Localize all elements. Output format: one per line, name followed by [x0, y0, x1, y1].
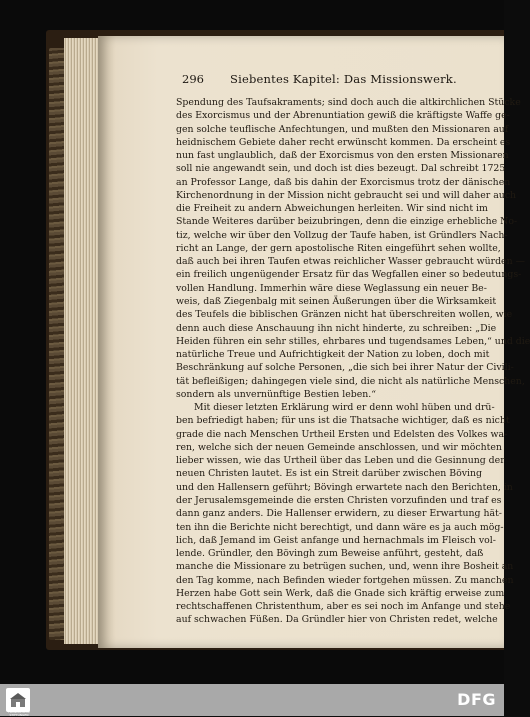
- text-line: daß auch bei ihren Taufen etwas reichlicher Wasser gebraucht würden —: [176, 256, 525, 268]
- text-line: Mit dieser letzten Erklärung wird er denn wohl hüben und drü-: [194, 402, 495, 414]
- text-line: Beschränkung auf solche Personen, „die sich bei ihrer Natur der Civili-: [176, 362, 514, 374]
- dfg-logo: DFG: [457, 690, 496, 709]
- text-line: neuen Christen lautet. Es ist ein Streit darüber zwischen Böving: [176, 468, 483, 480]
- text-line: Kirchenordnung in der Mission nicht gebraucht sei und will daher auch: [176, 189, 517, 201]
- library-logo-icon: [6, 688, 30, 712]
- text-line: lende. Gründler, den Bövingh zum Beweise anführt, gesteht, daß: [176, 548, 484, 560]
- text-line: dann ganz anders. Die Hallenser erwidern, zu dieser Erwartung hät-: [176, 508, 502, 520]
- footer-bar: [0, 684, 504, 716]
- text-line: soll nie angewandt sein, und doch ist dies bezeugt. Dal schreibt 1725: [176, 163, 506, 175]
- page-number: 296: [182, 72, 204, 86]
- text-line: ren, welche sich der neuen Gemeinde anschlossen, und wir möchten: [176, 441, 502, 453]
- text-line: gen solche teuflische Anfechtungen, und mußten den Missionaren auf: [176, 123, 509, 135]
- text-line: sondern als unvernünftige Bestien leben.“: [176, 388, 377, 400]
- text-line: ein freilich ungenügender Ersatz für das Wegfallen einer so bedeutungs-: [176, 269, 522, 281]
- text-line: Herzen habe Gott sein Werk, daß die Gnade sich kräftig erweise zum: [176, 587, 505, 599]
- text-line: rechtschaffenen Christenthum, aber es sei noch im Anfange und stehe: [176, 601, 511, 613]
- text-line: tiz, welche wir über den Vollzug der Taufe haben, ist Gründlers Nach-: [176, 229, 508, 241]
- text-line: grade die nach Menschen Urtheil Ersten und Edelsten des Volkes wa-: [176, 428, 508, 440]
- text-line: lieber wissen, wie das Urtheil über das Leben und die Gesinnung der: [176, 455, 505, 467]
- text-line: denn auch diese Anschauung ihn nicht hinderte, zu schreiben: „Die: [176, 322, 497, 334]
- text-line: die Freiheit zu andern Abweichungen herleiten. Wir sind nicht im: [176, 203, 488, 215]
- text-line: lich, daß Jemand im Geist anfange und hernachmals im Fleisch vol-: [176, 534, 496, 546]
- text-line: Stande Weiteres darüber beizubringen, denn die einzige erhebliche No-: [176, 216, 518, 228]
- text-line: manche die Missionare zu betrügen suchen, und, wenn ihre Bosheit an: [176, 561, 514, 573]
- text-line: richt an Lange, der gern apostolische Riten eingeführt sehen wollte,: [176, 242, 501, 254]
- text-line: nun fast unglaublich, daß der Exorcismus von den ersten Missionaren: [176, 150, 509, 162]
- library-mark: FRANCKESCHE STIFTUNGEN: [7, 710, 31, 717]
- text-line: Spendung des Taufsakraments; sind doch auch die altkirchlichen Stücke: [176, 97, 521, 108]
- text-line: ben befriedigt haben; für uns ist die Thatsache wichtiger, daß es nicht: [176, 415, 510, 427]
- text-line: weis, daß Ziegenbalg mit seinen Äußerungen über die Wirksamkeit: [176, 295, 497, 307]
- page-header: [182, 72, 482, 88]
- text-line: heidnischem Gebiete daher recht erwünscht kommen. Da erscheint es: [176, 136, 511, 148]
- text-line: und den Hallensern geführt; Bövingh erwartete nach den Berichten, in: [176, 481, 513, 493]
- text-line: des Teufels die biblischen Gränzen nicht hat überschreiten wollen, wie: [176, 309, 513, 321]
- body-text: [176, 96, 530, 627]
- text-line: an Professor Lange, daß bis dahin der Exorcismus trotz der dänischen: [176, 176, 511, 188]
- text-line: den Tag komme, nach Befinden wieder fortgehen müssen. Zu manchen: [176, 574, 514, 586]
- text-line: vollen Handlung. Immerhin wäre diese Weglassung ein neuer Be-: [176, 282, 487, 294]
- text-line: auf schwachen Füßen. Da Gründler hier von Christen redet, welche: [176, 614, 498, 626]
- text-line: natürliche Treue und Aufrichtigkeit der Nation zu loben, doch mit: [176, 349, 490, 361]
- text-line: tät befleißigen; dahingegen viele sind, die nicht als natürliche Menschen,: [176, 375, 525, 387]
- running-head: Siebentes Kapitel: Das Missionswerk.: [230, 72, 457, 86]
- text-line: Heiden führen ein sehr stilles, ehrbares und tugendsames Leben,“ und die: [176, 335, 530, 347]
- text-line: der Jerusalemsgemeinde die ersten Christen vorzufinden und traf es: [176, 494, 502, 506]
- text-line: ten ihn die Berichte nicht berechtigt, und dann wäre es ja auch mög-: [176, 521, 504, 533]
- text-line: des Exorcismus und der Abrenuntiation gewiß die kräftigste Waffe ge-: [176, 110, 510, 122]
